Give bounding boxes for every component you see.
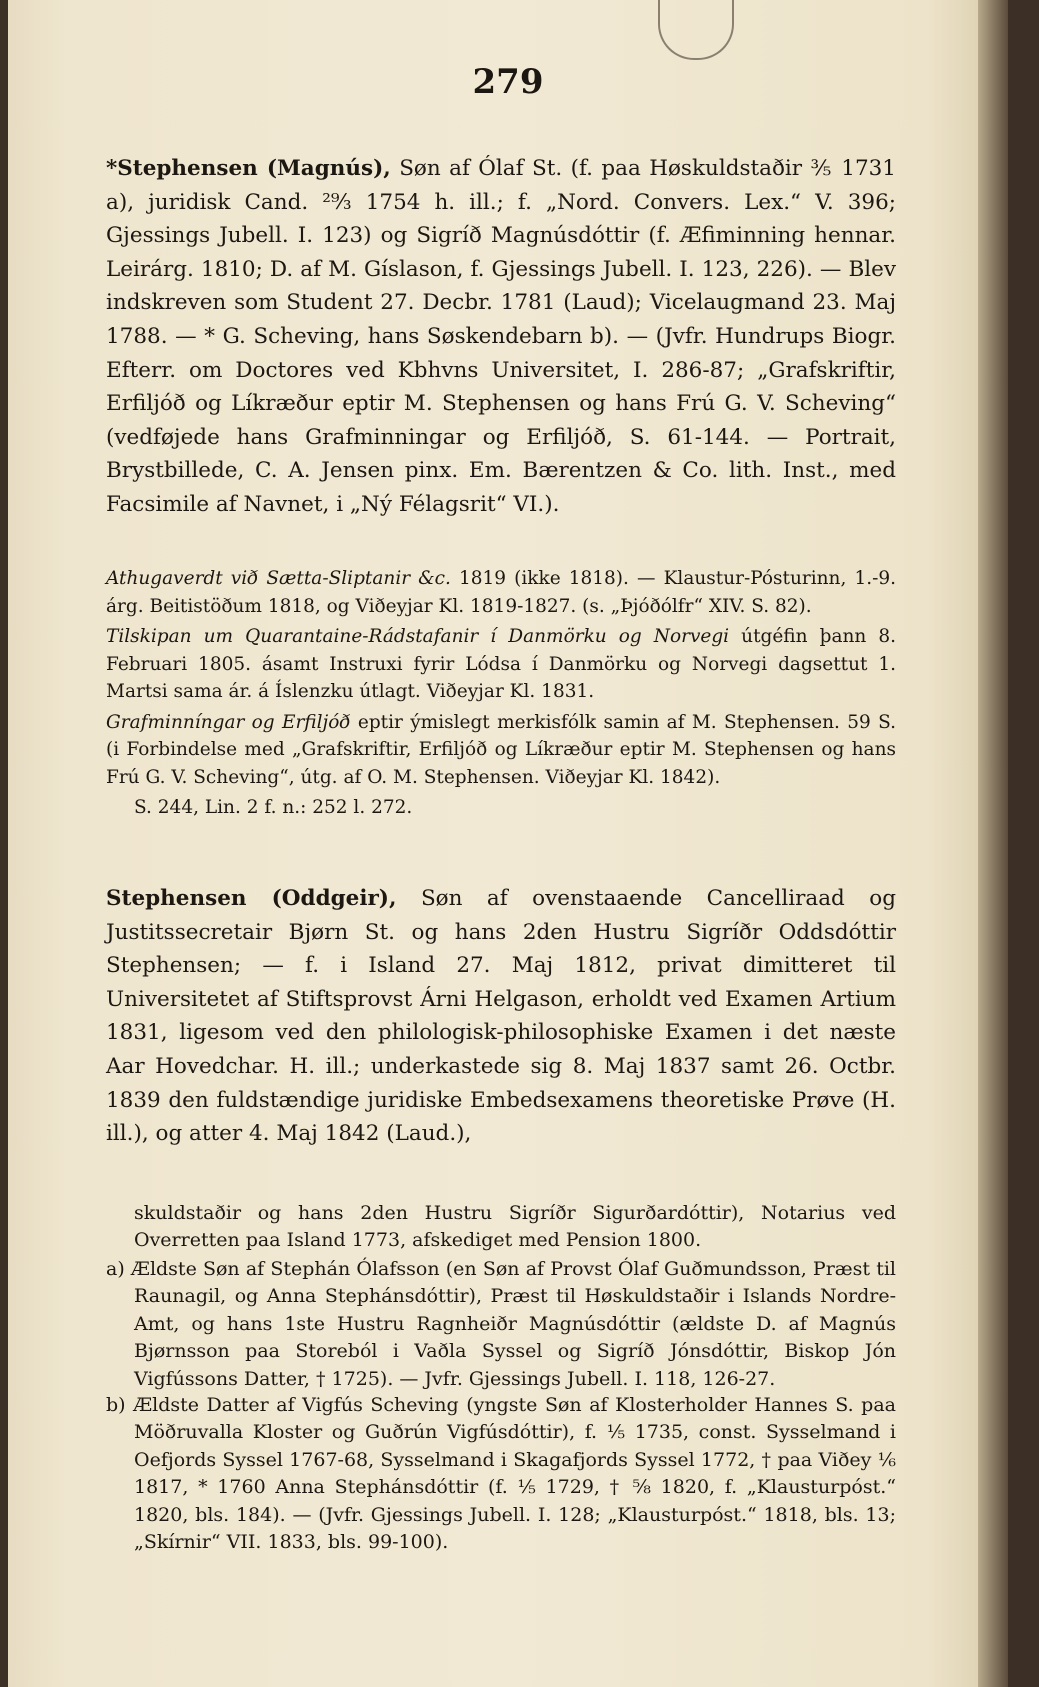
- entry-stephensen-oddgeir: [106, 882, 896, 1151]
- entry-body: Søn af ovenstaaende Cancelliraad og Justitssecretair Bjørn St. og hans 2den Hustru Sigríðr Oddsdóttir Stephensen; — f. i Island 27. Maj 1812, privat dimitteret til Universitetet af Stiftsprovst Árni Helgason, erholdt ved Examen Artium 1831, ligesom ved den philologisk-philosophiske Examen i det næste Aar Hovedchar. H. ill.; underkastede sig 8. Maj 1837 samt 26. Octbr. 1839 den fuldstændige juridiske Embedsexamens theoretiske Prøve (H. ill.), og atter 4. Maj 1842 (Laud.),: [106, 886, 896, 1147]
- page-number: 279: [472, 62, 544, 102]
- footnote-text: Ældste Søn af Stephán Ólafsson (en Søn af Provst Ólaf Guðmundsson, Præst til Raunagil, og Anna Stephánsdóttir), Præst til Høskuldstaðir i Islands Nordre-Amt, og hans 1ste Hustru Ragnheiðr Magnúsdóttir (ældste D. af Magnús Bjørnsson paa Storeból i Vaðla Syssel og Sigríð Jónsdóttir, Biskop Jón Vigfússons Datter, † 1725). — Jvfr. Gjessings Jubell. I. 118, 126-27.: [130, 1258, 896, 1390]
- work-details: útgéfin þann 8. Februari 1805. ásamt Instruxi fyrir Lódsa í Danmörku og Norvegi dagsettut 1. Martsi sama ár. á Íslenzku útlagt. Viðeyjar Kl. 1831.: [106, 626, 896, 702]
- footnote-b: [106, 1392, 896, 1556]
- work-title: Grafminníngar og Erfiljóð: [106, 711, 351, 733]
- footnote-text: Ældste Datter af Vigfús Scheving (yngste Søn af Klosterholder Hannes S. paa Möðruvalla Kloster og Guðrún Vigfúsdóttir), f. ⅕ 1735, const. Sysselmand i Oefjords Syssel 1767-68, Sysselmand i Skagafjords Syssel 1772, † paa Viðey ⅙ 1817, * 1760 Anna Stephánsdóttir (f. ⅕ 1729, † ⅝ 1820, f. „Klausturpóst.“ 1820, bls. 184). — (Jvfr. Gjessings Jubell. I. 128; „Klausturpóst.“ 1818, bls. 13; „Skírnir“ VII. 1833, bls. 99-100).: [133, 1394, 896, 1554]
- page-corrections: S. 244, Lin. 2 f. n.: 252 l. 272.: [134, 797, 413, 818]
- page-tab-mark: [658, 0, 734, 60]
- work-item: [106, 623, 896, 706]
- entry-head: *Stephensen (Magnús),: [106, 156, 391, 181]
- book-page: [8, 0, 1008, 1687]
- footnote-continued: skuldstaðir og hans 2den Hustru Sigríðr Sigurðardóttir), Notarius ved Overretten paa Island 1773, afskediget med Pension 1800.: [134, 1202, 896, 1252]
- work-details: eptir ýmislegt merkisfólk samin af M. Stephensen. 59 S. (i Forbindelse med „Grafskriftir, Erfiljóð og Líkræður eptir M. Stephensen og hans Frú G. V. Scheving“, útg. af O. M. Stephensen. Viðeyjar Kl. 1842).: [106, 711, 896, 788]
- works-list: [106, 565, 896, 822]
- work-title: Tilskipan um Quarantaine-Rádstafanir í Danmörku og Norvegi: [106, 626, 730, 647]
- work-item: [106, 565, 896, 620]
- footnote-marker: a): [106, 1258, 125, 1280]
- work-title: Athugaverdt við Sætta-Sliptanir &c.: [106, 568, 451, 589]
- work-details: 1819 (ikke 1818). — Klaustur-Pósturinn, 1.-9. árg. Beitistöðum 1818, og Viðeyjar Kl. 1819-1827. (s. „Þjóðólfr“ XIV. S. 82).: [106, 568, 896, 617]
- entry-head: Stephensen (Oddgeir),: [106, 886, 397, 911]
- footnote-marker: b): [106, 1394, 126, 1416]
- work-item: [106, 709, 896, 792]
- page-edge: [978, 0, 1008, 1687]
- entry-body: Søn af Ólaf St. (f. paa Høskuldstaðir ⅗ 1731 a), juridisk Cand. ²⁹⁄₃ 1754 h. ill.; f. „Nord. Convers. Lex.“ V. 396; Gjessings Jubell. I. 123) og Sigríð Magnúsdóttir (f. Æfiminning hennar. Leirárg. 1810; D. af M. Gíslason, f. Gjessings Jubell. I. 123, 226). — Blev indskreven som Student 27. Decbr. 1781 (Laud); Vicelaugmand 23. Maj 1788. — * G. Scheving, hans Søskendebarn b). — (Jvfr. Hundrups Biogr. Efterr. om Doctores ved Kbhvns Universitet, I. 286-87; „Grafskriftir, Erfiljóð og Líkræður eptir M. Stephensen og hans Frú G. V. Scheving“ (vedføjede hans Grafminningar og Erfiljóð, S. 61-144. — Portrait, Brystbillede, C. A. Jensen pinx. Em. Bærentzen & Co. lith. Inst., med Facsimile af Navnet, i „Ný Félagsrit“ VI.).: [106, 156, 896, 517]
- entry-stephensen-magnus: [106, 152, 896, 522]
- footnote-a: [106, 1256, 896, 1393]
